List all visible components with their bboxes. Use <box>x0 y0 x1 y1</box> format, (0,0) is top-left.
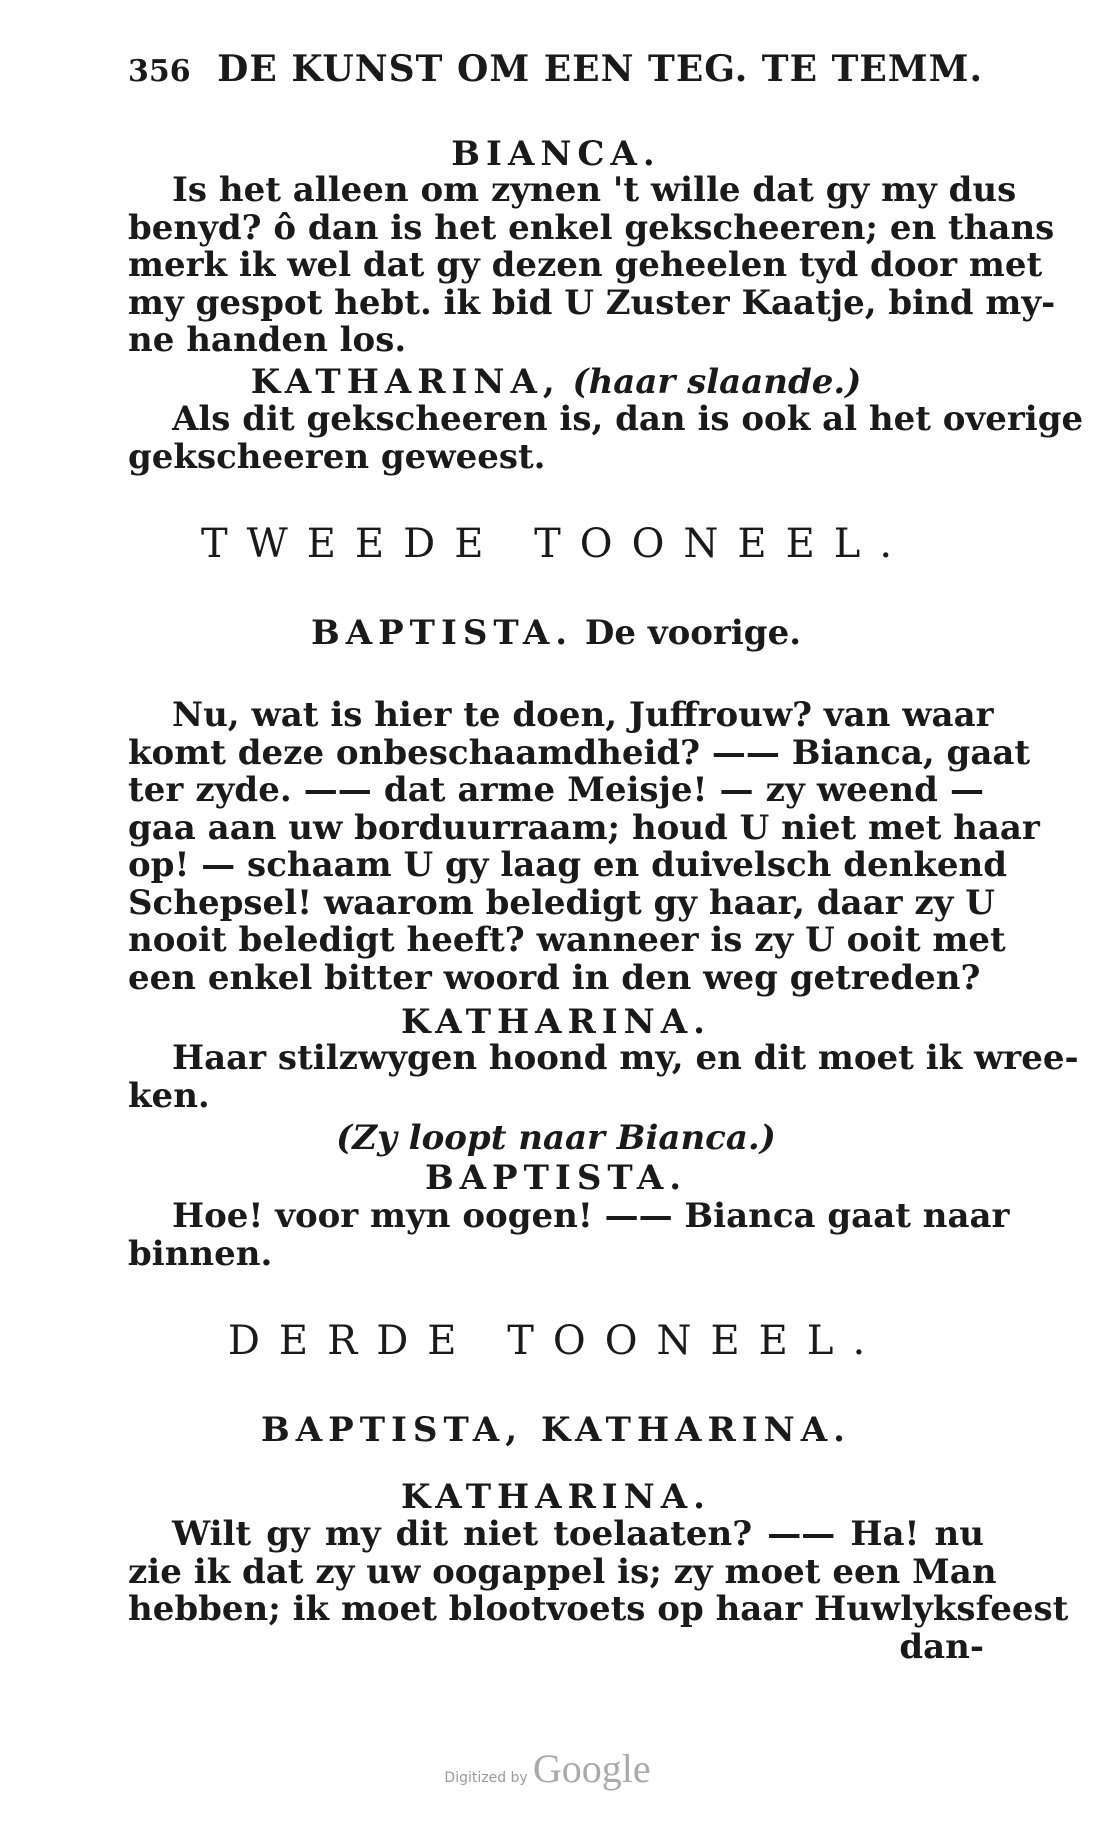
text-line: Hoe! voor myn oogen! —— Bianca gaat naar <box>172 1196 1010 1236</box>
speaker-baptista-2: BAPTISTA. <box>424 1158 688 1198</box>
google-logo: Google <box>532 1746 651 1791</box>
text-line: Nu, wat is hier te doen, Juffrouw? van waar <box>172 695 994 735</box>
scene-cast-3: BAPTISTA, KATHARINA. <box>261 1410 851 1450</box>
text-line: ne handen los. <box>128 320 407 360</box>
running-title: DE KUNST OM EEN TEG. TE TEMM. <box>217 48 984 90</box>
speech-katharina-2 <box>128 1038 1079 1116</box>
page-number: 356 <box>128 54 191 89</box>
speech-katharina-3 <box>128 1514 1069 1667</box>
speech-baptista <box>128 695 1040 998</box>
text-line: komt deze onbeschaamdheid? —— Bianca, gaat <box>128 732 1031 773</box>
text-line: my gespot hebt. ik bid U Zuster Kaatje, bind my- <box>128 282 1056 323</box>
speech-baptista-2 <box>128 1196 1010 1274</box>
cast-rest: De voorige. <box>584 613 802 653</box>
stage-direction: (haar slaande.) <box>572 362 862 402</box>
speaker-bianca: BIANCA. <box>451 134 661 174</box>
scene-heading-3: DERDE TOONEEL. <box>227 1318 885 1364</box>
speaker-katharina-line <box>128 364 984 402</box>
text-line: hebben; ik moet blootvoets op haar Huwlyksfeest <box>128 1589 1069 1629</box>
text-line: gaa aan uw borduurraam; houd U niet met haar <box>128 807 1040 848</box>
speech-katharina <box>128 399 1084 477</box>
text-line: nooit beledigt heeft? wanneer is zy U ooit met <box>128 920 1006 960</box>
stage-direction-2: (Zy loopt naar Bianca.) <box>336 1118 776 1158</box>
text-line: Is het alleen om zynen 't wille dat gy my dus <box>172 170 1017 210</box>
text-line: ken. <box>128 1075 210 1116</box>
text-line: Wilt gy my dit niet toelaaten? —— Ha! nu <box>172 1514 984 1554</box>
text-line: zie ik dat zy uw oogappel is; zy moet een Man <box>128 1551 997 1592</box>
digitization-footer <box>0 1745 1095 1792</box>
text-line: ter zyde. —— dat arme Meisje! — zy weend — <box>128 770 984 810</box>
speech-bianca <box>128 170 1056 360</box>
scene-heading-2: TWEEDE TOONEEL. <box>200 521 912 567</box>
speaker-katharina-2: KATHARINA. <box>401 1002 711 1042</box>
text-line: op! — schaam U gy laag en duivelsch denkend <box>128 845 1008 885</box>
catchword: dan- <box>899 1626 984 1667</box>
digitized-by-text: Digitized by <box>444 1770 528 1786</box>
text-line: benyd? ô dan is het enkel gekscheeren; en thans <box>128 207 1055 248</box>
cast-name: BAPTISTA. <box>310 613 574 653</box>
text-line: merk ik wel dat gy dezen geheelen tyd door met <box>128 245 1043 285</box>
speaker-katharina: KATHARINA, <box>250 362 561 402</box>
page-header <box>128 48 984 90</box>
text-line: Als dit gekscheeren is, dan is ook al het overige <box>172 399 1084 439</box>
text-line: Haar stilzwygen hoond my, en dit moet ik wree- <box>172 1038 1079 1078</box>
text-line: Schepsel! waarom beledigt gy haar, daar zy U <box>128 882 995 923</box>
speaker-katharina-3: KATHARINA. <box>401 1477 711 1517</box>
text-line: binnen. <box>128 1233 273 1274</box>
scene-cast-2 <box>128 615 984 653</box>
text-line: gekscheeren geweest. <box>128 436 546 477</box>
text-line: een enkel bitter woord in den weg getreden? <box>128 957 981 998</box>
